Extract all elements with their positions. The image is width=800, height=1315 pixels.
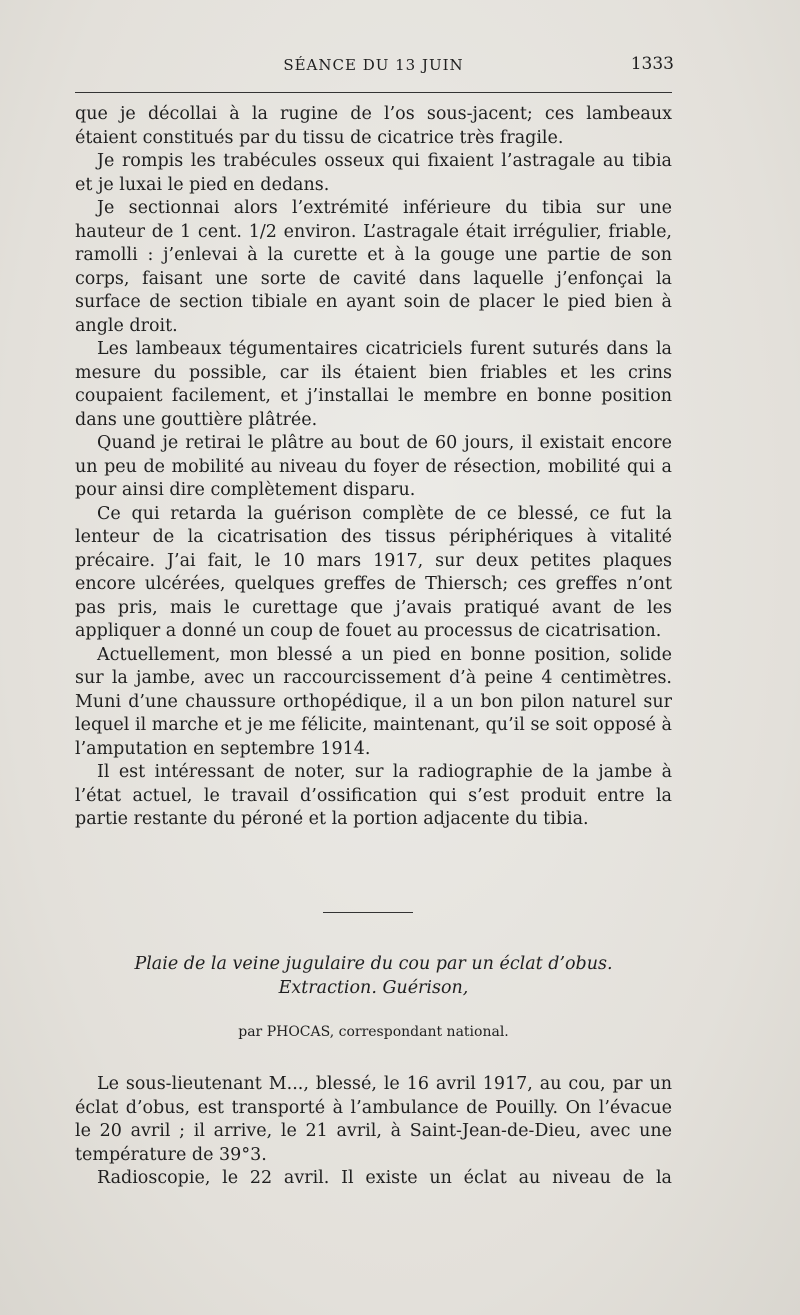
paragraph: Ce qui retarda la guérison complète de ce blessé, ce fut la lenteur de la cicatrisation des tissus périphériques à vitalité précaire. J’ai fait, le 10 mars 1917, sur deux petites plaques encore ulcérées, quelques greffes de Thiersch; ces greffes n’ont pas pris, mais le curettage que j’avais pratiqué avant de les appliquer a donné un coup de fouet au processus de cicatrisation. xyxy=(75,503,672,641)
article-title-line-2: Extraction. Guérison, xyxy=(278,978,469,998)
header-rule xyxy=(75,92,672,93)
paragraph: Je rompis les trabécules osseux qui fixaient l’astragale au tibia et je luxai le pied en dedans. xyxy=(75,151,672,195)
paragraph: Je sectionnai alors l’extrémité inférieure du tibia sur une hauteur de 1 cent. 1/2 environ. L’astragale était irrégulier, friable, ramolli : j’enlevai à la curette et à la gouge une partie de son corps, faisant une sorte de cavité dans laquelle j’enfonçai la surface de section tibiale en ayant soin de placer le pied bien à angle droit. xyxy=(75,198,672,336)
paragraph: Actuellement, mon blessé a un pied en bonne position, solide sur la jambe, avec un raccourcissement d’à peine 4 centimètres. Muni d’une chaussure orthopédique, il a un bon pilon naturel sur lequel il marche et je me félicite, maintenant, qu’il se soit opposé à l’amputation en septembre 1914. xyxy=(75,644,672,759)
paragraph: Radioscopie, le 22 avril. Il existe un éclat au niveau de la xyxy=(97,1168,672,1188)
byline: par PHOCAS, correspondant national. xyxy=(238,1024,509,1040)
page-number: 1333 xyxy=(630,54,674,74)
running-head xyxy=(75,52,672,76)
paragraph: Il est intéressant de noter, sur la radiographie de la jambe à l’état actuel, le travail d’ossification qui s’est produit entre la partie restante du péroné et la portion adjacente du tibia. xyxy=(75,762,672,829)
paragraph: Quand je retirai le plâtre au bout de 60 jours, il existait encore un peu de mobilité au niveau du foyer de résection, mobilité qui a pour ainsi dire complètement disparu. xyxy=(75,433,672,500)
paragraph: que je décollai à la rugine de l’os sous-jacent; ces lambeaux étaient constitués par du tissu de cicatrice très fragile. xyxy=(75,104,672,148)
paragraph: Les lambeaux tégumentaires cicatriciels furent suturés dans la mesure du possible, car ils étaient bien friables et les crins coupaient facilement, et j’installai le membre en bonne position dans une gouttière plâtrée. xyxy=(75,339,672,430)
article-title-line-1: Plaie de la veine jugulaire du cou par un éclat d’obus. xyxy=(134,954,613,974)
section-divider xyxy=(323,912,413,913)
paragraph: Le sous-lieutenant M..., blessé, le 16 avril 1917, au cou, par un éclat d’obus, est transporté à l’ambulance de Pouilly. On l’évacue le 20 avril ; il arrive, le 21 avril, à Saint-Jean-de-Dieu, avec une température de 39°3. xyxy=(75,1074,672,1165)
article-title xyxy=(75,952,672,1000)
body-text xyxy=(75,103,672,832)
article-body xyxy=(75,1073,672,1191)
running-title: SÉANCE DU 13 JUIN xyxy=(283,56,464,74)
